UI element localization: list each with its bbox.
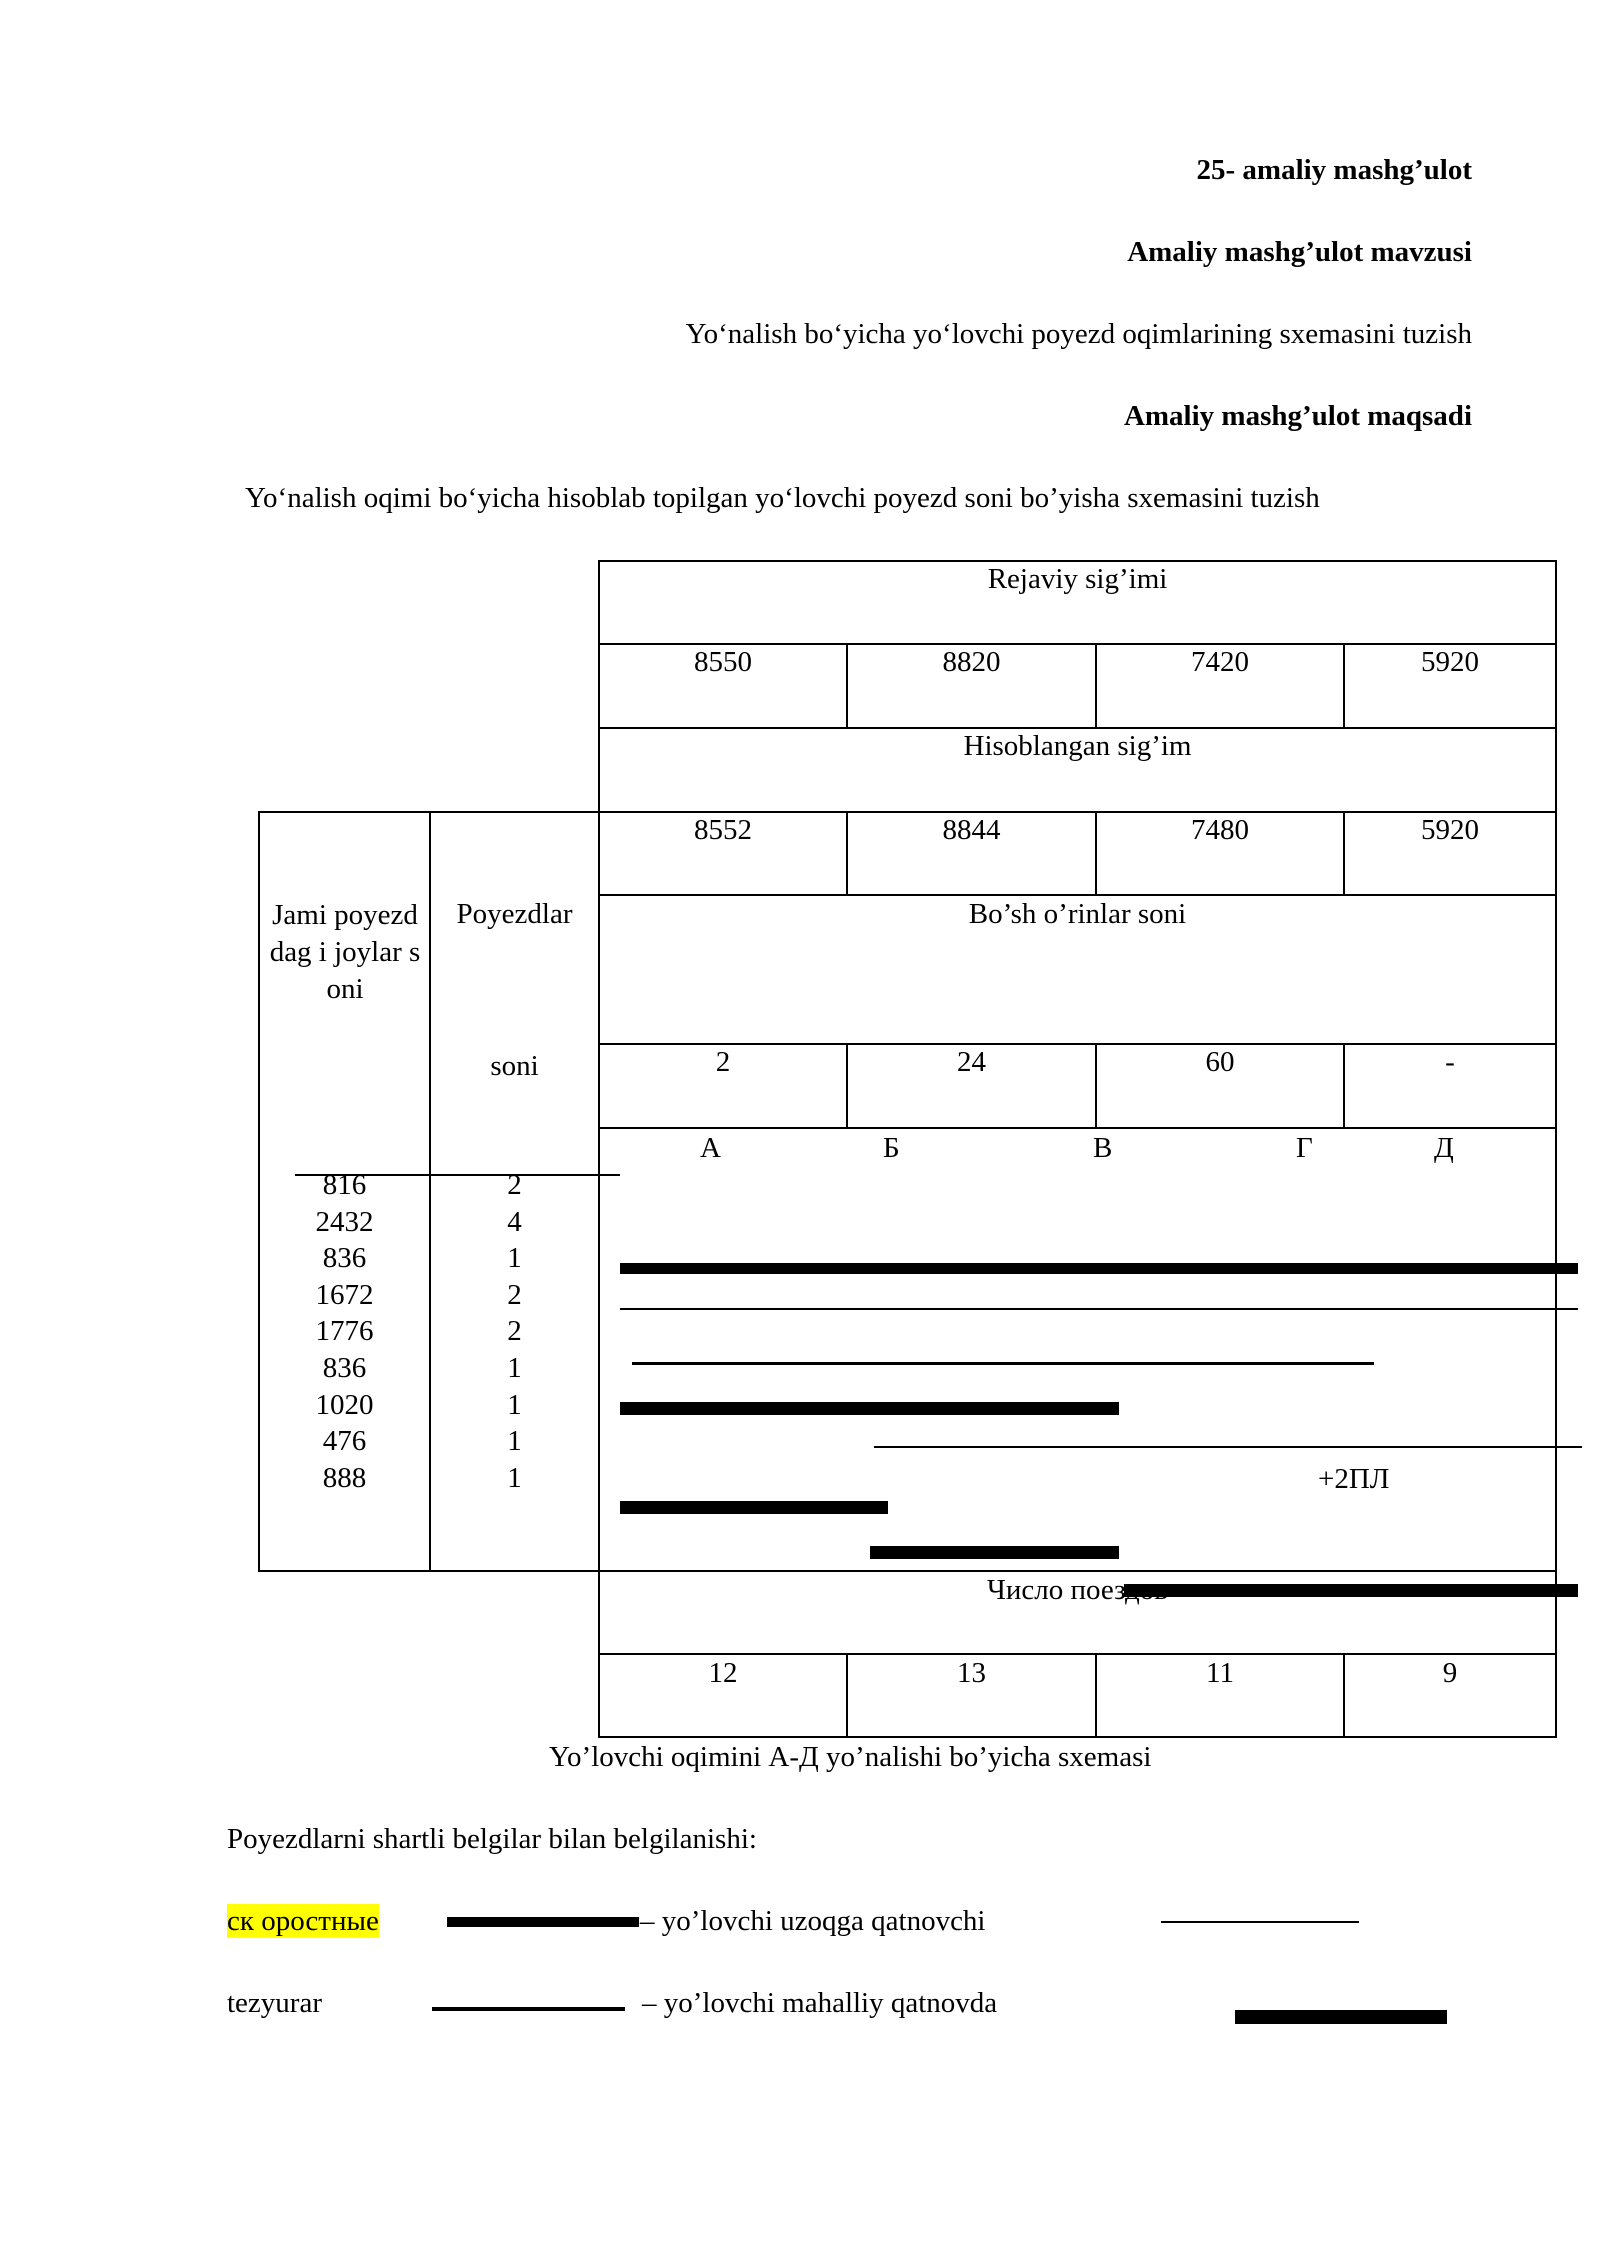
trains-item: 4 xyxy=(507,1205,522,1238)
seats-item: 888 xyxy=(322,1461,367,1494)
station-v: В xyxy=(1093,1132,1113,1164)
lesson-number: 25- amaliy mashg’ulot xyxy=(1196,154,1472,186)
trains-header-bottom: soni xyxy=(490,1050,539,1082)
seats-item: 836 xyxy=(322,1351,367,1384)
train-line-thick xyxy=(620,1501,888,1514)
train-count-3: 11 xyxy=(1206,1657,1234,1689)
calculated-value-3: 7480 xyxy=(1191,814,1249,846)
legend-label-fast: ск оростные xyxy=(227,1905,379,1937)
empty-seats-value-2: 24 xyxy=(957,1046,986,1078)
train-line-thick xyxy=(870,1546,1119,1559)
trains-item: 2 xyxy=(507,1169,522,1201)
legend-thin-line xyxy=(1161,1921,1359,1923)
seats-item: 1672 xyxy=(315,1278,374,1311)
trains-list xyxy=(431,1167,598,1496)
figure-caption: Yo’lovchi oqimini А-Д yo’nalishi bo’yicha sxemasi xyxy=(549,1741,1152,1773)
trains-item: 1 xyxy=(507,1388,522,1421)
train-count-label: Число поездов xyxy=(987,1574,1168,1606)
seats-item: 2432 xyxy=(315,1205,374,1238)
seats-item: 836 xyxy=(322,1242,367,1275)
trains-item: 1 xyxy=(507,1242,522,1275)
station-d: Д xyxy=(1434,1132,1454,1164)
legend-title: Poyezdlarni shartli belgilar bilan belgilanishi: xyxy=(227,1823,757,1855)
train-line-thick xyxy=(620,1263,1578,1274)
calculated-value-2: 8844 xyxy=(942,814,1001,846)
trains-item: 2 xyxy=(507,1278,522,1311)
topic-heading: Amaliy mashg’ulot mavzusi xyxy=(1127,236,1472,268)
legend-thick-line xyxy=(1235,2010,1447,2024)
planned-value-2: 8820 xyxy=(942,646,1001,678)
total-seats-header: Jami poyezddag i joylar soni xyxy=(269,899,421,1005)
topic-text: Yo‘nalish bo‘yicha yo‘lovchi poyezd oqimlarining sxemasini tuzish xyxy=(685,318,1472,350)
station-a: А xyxy=(700,1132,721,1164)
empty-seats-value-4: - xyxy=(1445,1046,1455,1078)
train-line-thin xyxy=(620,1308,1578,1310)
empty-seats-value-1: 2 xyxy=(715,1046,731,1078)
calculated-capacity-label: Hisoblangan sig’im xyxy=(963,730,1192,762)
goal-text: Yo‘nalish oqimi bo‘yicha hisoblab topilgan yo‘lovchi poyezd soni bo’yisha sxemasini tuzish xyxy=(245,482,1320,514)
planned-capacity-label: Rejaviy sig’imi xyxy=(987,563,1168,595)
seats-item: 476 xyxy=(322,1425,367,1458)
seats-item: 1776 xyxy=(315,1315,374,1348)
station-g: Г xyxy=(1296,1132,1313,1164)
empty-seats-label: Bo’sh o’rinlar soni xyxy=(968,898,1187,930)
legend-text-long-distance: – yo’lovchi uzoqga qatnovchi xyxy=(640,1905,986,1937)
trains-item: 1 xyxy=(507,1461,522,1494)
station-b: Б xyxy=(883,1132,900,1164)
trains-item: 1 xyxy=(507,1351,522,1384)
calculated-value-1: 8552 xyxy=(694,814,752,846)
trains-item: 1 xyxy=(507,1425,522,1458)
extra-note: +2ПЛ xyxy=(1318,1463,1390,1495)
planned-value-3: 7420 xyxy=(1191,646,1249,678)
train-line-thick xyxy=(620,1402,1119,1415)
train-count-4: 9 xyxy=(1442,1657,1458,1689)
calculated-value-4: 5920 xyxy=(1421,814,1479,846)
legend-text-local: – yo’lovchi mahalliy qatnovda xyxy=(642,1987,998,2019)
seats-list xyxy=(260,1167,429,1496)
seats-item: 816 xyxy=(322,1169,367,1201)
trains-header-top: Poyezdlar xyxy=(456,898,573,930)
legend-medium-line xyxy=(432,2007,625,2011)
train-count-2: 13 xyxy=(957,1657,986,1689)
legend-thick-line xyxy=(447,1917,639,1927)
goal-heading: Amaliy mashg’ulot maqsadi xyxy=(1123,400,1472,432)
seats-item: 1020 xyxy=(315,1388,374,1421)
trains-item: 2 xyxy=(507,1315,522,1348)
legend-label-express: tezyurar xyxy=(227,1987,322,2019)
planned-value-4: 5920 xyxy=(1421,646,1479,678)
train-line-thin xyxy=(874,1446,1582,1448)
train-line-thin xyxy=(632,1362,1374,1365)
train-count-1: 12 xyxy=(708,1657,738,1689)
empty-seats-value-3: 60 xyxy=(1205,1046,1235,1078)
planned-value-1: 8550 xyxy=(694,646,752,678)
